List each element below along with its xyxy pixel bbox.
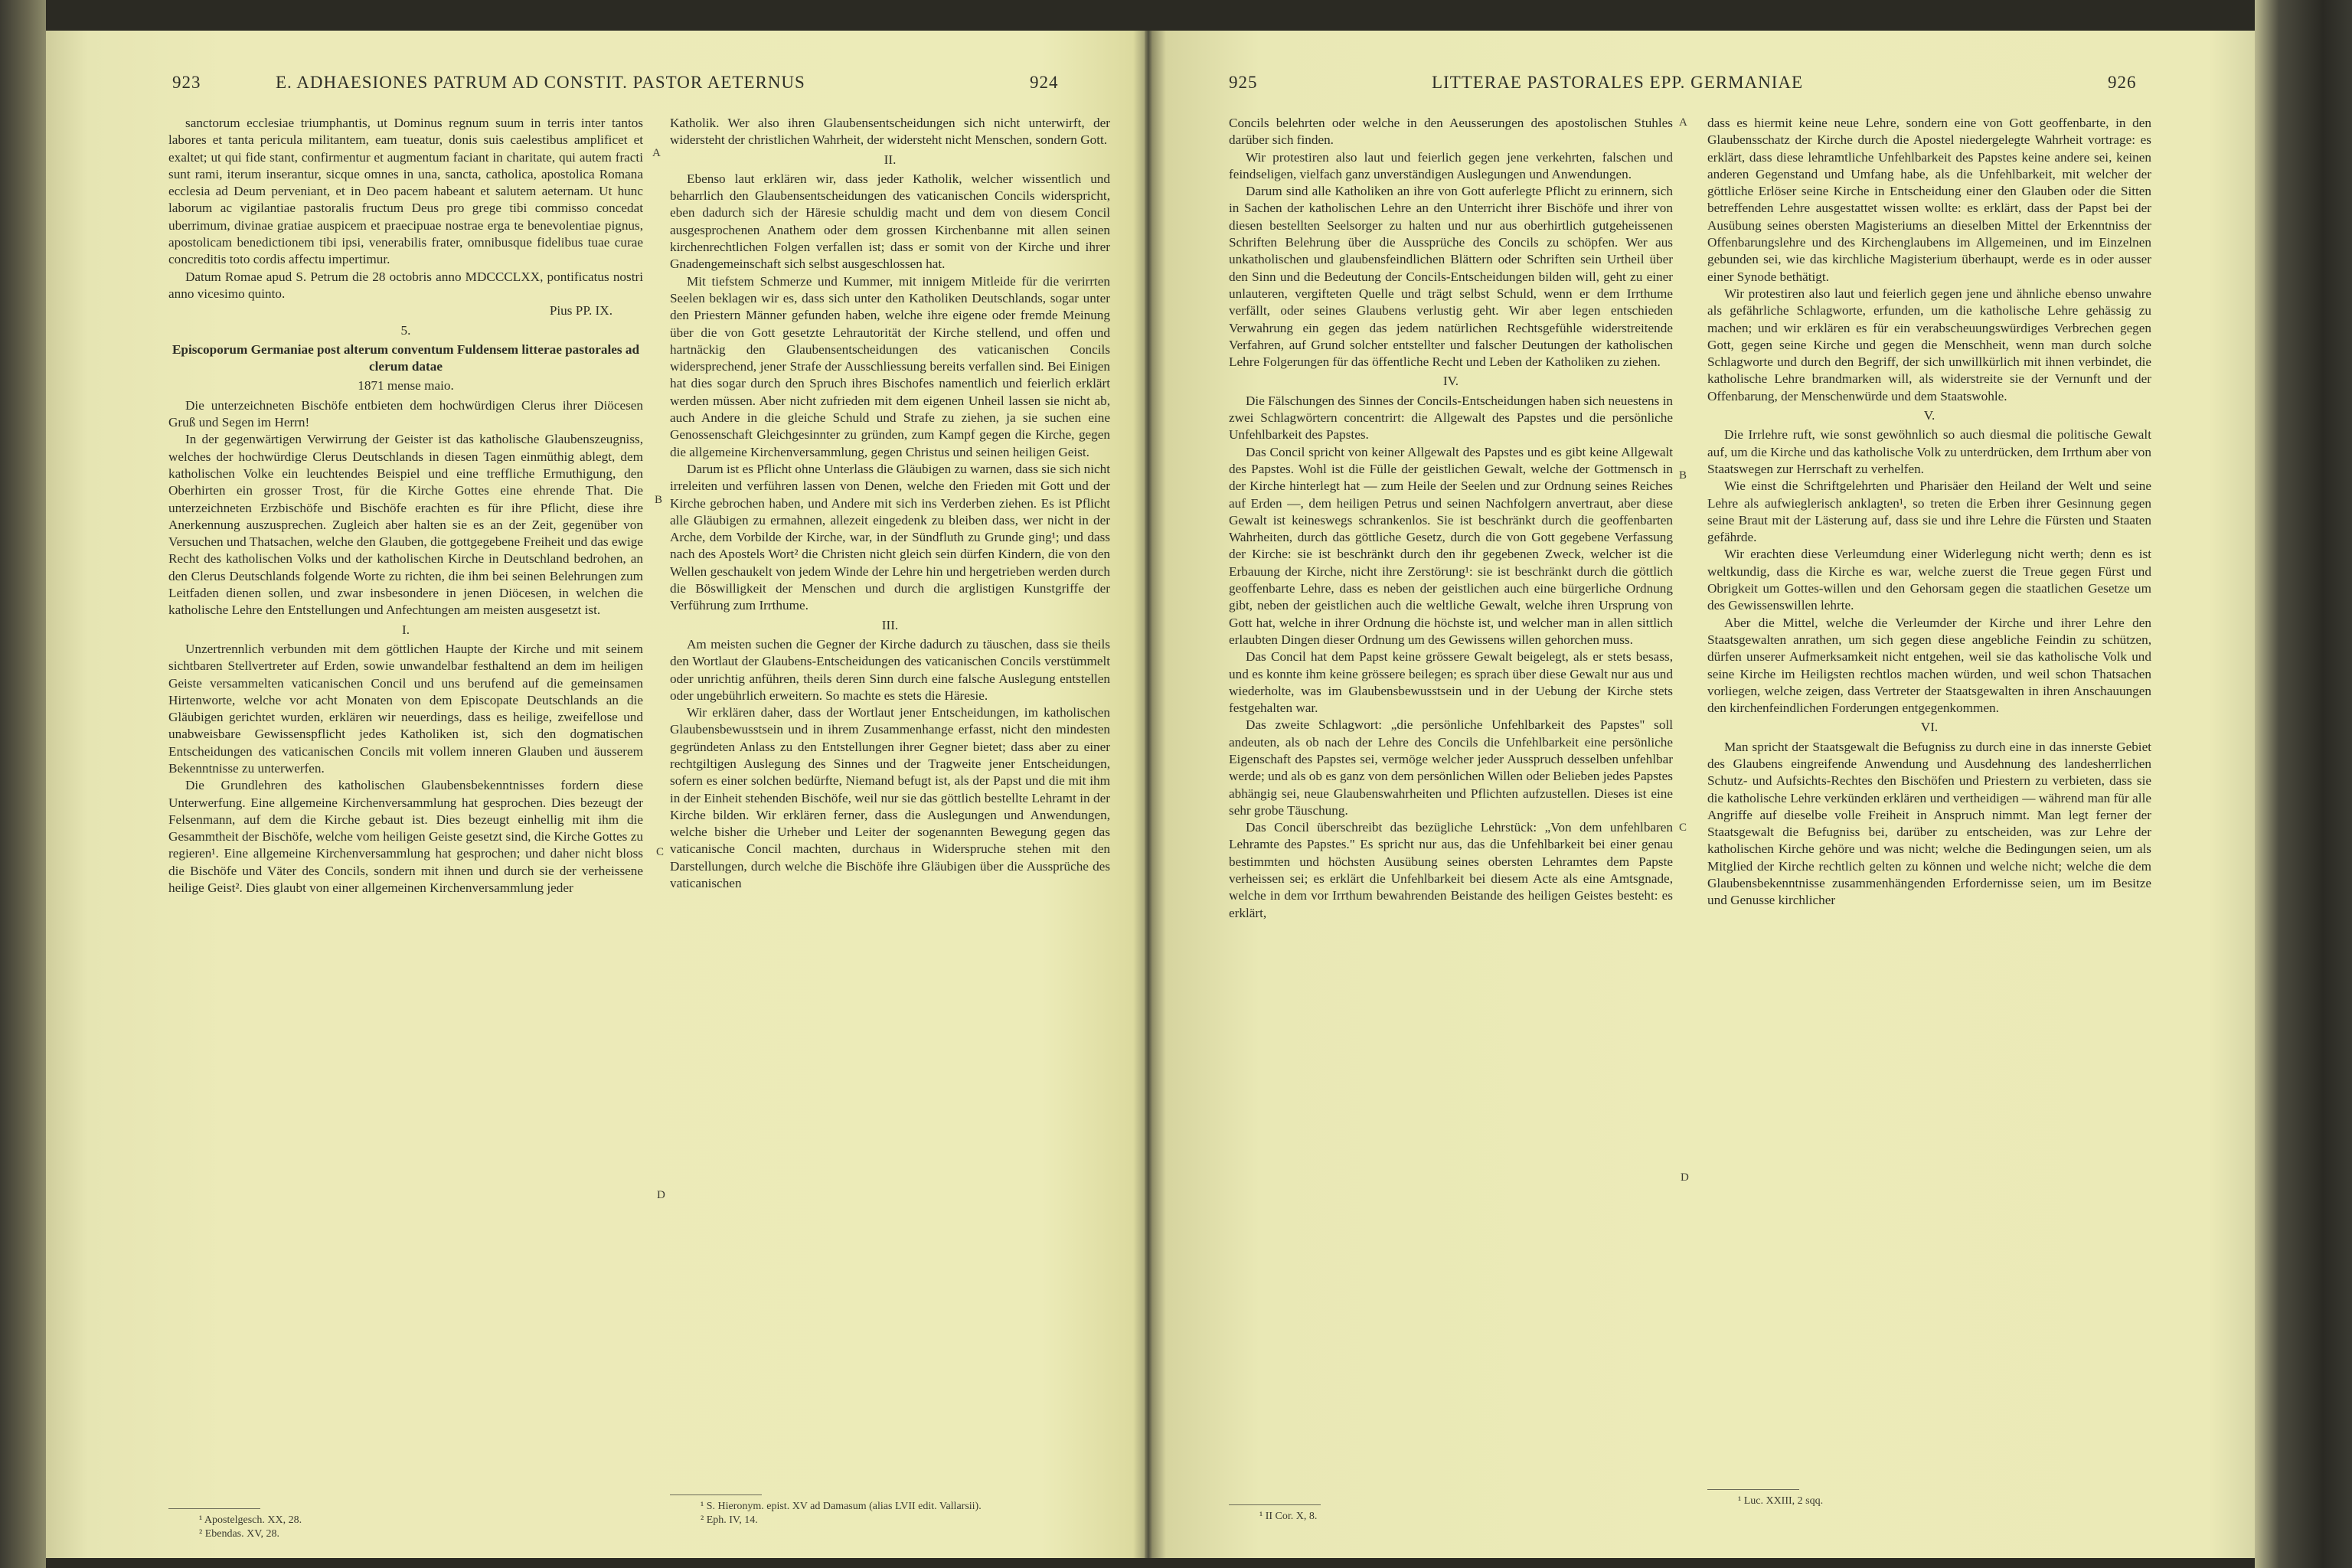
paragraph: Das Concil spricht von keiner Allgewalt des Papstes und es gibt keine Allgewalt des Papstes. Wohl ist die Fülle der geistlichen Gewalt, welche der Gottmensch in der Kirche hinterlegt hat — zum Heile der Seelen und zur Ordnung seines Reiches auf Erden —, dem heiligen Petrus und seinen Nachfolgern anvertraut, aber diese Gewalt ist keineswegs schrankenlos. Sie ist beschränkt durch die geoffenbarten Wahrheiten, durch das göttliche Gesetz, durch die von Gott gegebene Verfassung der Kirche: sie ist beschränkt durch den ihr gegebenen Zweck, welcher ist die Erbauung der Kirche, nicht ihre Zerstörung¹: sie ist beschränkt durch die göttlich geoffenbarte Lehre, dass es neben der geistlichen auch eine bürgerliche Ordnung gibt, neben der geistlichen auch die weltliche Gewalt, welche ihren Ursprung von Gott hat, welche in ihrer Ordnung die höchste ist, und welcher man in allen sittlich erlaubten Dingen dieser Ordnung um des Gewissens willen gehorchen muss. bbox=[1229, 444, 1673, 647]
running-title-left: E. ADHAESIONES PATRUM AD CONSTIT. PASTOR AETERNUS bbox=[276, 73, 805, 92]
paragraph: Die Grundlehren des katholischen Glaubensbekenntnisses fordern diese Unterwerfung. Eine allgemeine Kirchenversammlung hat gesprochen. Dies bezeugt der Felsenmann, auf dem die Kirche gebaut ist. Dies bezeugt einhellig mit ihm die Gesammtheit der Bischöfe, welche vom heiligen Geiste gesetzt sind, die Kirche Gottes zu regieren¹. Eine allgemeine Kirchenversammlung hat gesprochen; und daher nicht bloss die Bischöfe und Väter des Concils, sondern mit ihnen und durch sie der verheissene heilige Geist². Dies glaubt von einer allgemeinen Kirchenversammlung jeder bbox=[168, 778, 643, 896]
paragraph: Das zweite Schlagwort: „die persönliche Unfehlbarkeit des Papstes" soll andeuten, als ob nach der Lehre des Concils die Unfehlbarkeit eine persönliche Eigenschaft des Papstes sei, vermöge welcher jeder Ausspruch desselben unfehlbar werde; und als ob es ganz von dem persönlichen Willen oder Belieben jedes Papstes abhängig sei, neue Glaubenswahrheiten und Pflichten aufzustellen. Dieses ist eine sehr grobe Täuschung. bbox=[1229, 717, 1673, 818]
margin-marker-b: B bbox=[655, 494, 663, 506]
paragraph: Katholik. Wer also ihren Glaubensentscheidungen sich nicht unterwirft, der widersteht der christlichen Wahrheit, der widersteht nicht Menschen, sondern Gott. bbox=[670, 116, 1110, 148]
paragraph: Die Fälschungen des Sinnes der Concils-Entscheidungen haben sich neuestens in zwei Schlagwörtern concentrirt: die Allgewalt des Papstes und die persönliche Unfehlbarkeit des Papstes. bbox=[1229, 393, 1673, 443]
margin-marker-c: C bbox=[656, 846, 665, 858]
section-heading: 1871 mense maio. bbox=[358, 378, 454, 394]
paragraph: Ebenso laut erklären wir, dass jeder Katholik, welcher wissentlich und beharrlich den Glaubensentscheidungen des vaticanischen Concils widerspricht, eben dadurch sich der Häresie schuldig macht und dem von diesem Concil ausgesprochenen Anathem oder dem grossen Kirchenbanne mit allen seinen kirchenrechtlichen Folgen verfallen ist; dass er somit von der Kirche und ihrer Gnadengemeinschaft sich selbst ausgeschlossen hat. bbox=[670, 171, 1110, 272]
left-page-column-2 bbox=[670, 115, 1110, 892]
margin-marker-b: B bbox=[1679, 469, 1687, 482]
footnote-rule bbox=[1229, 1504, 1321, 1505]
paragraph: In der gegenwärtigen Verwirrung der Geister ist das katholische Glaubenszeugniss, welches der hochwürdige Clerus Deutschlands in diesen Tagen einmüthig ablegt, dem katholischen Volke ein leuchtendes Beispiel und eine treffliche Ermuthigung, den Oberhirten ein grosser Trost, für die Kirche Gottes eine ehrende That. Die unterzeichneten Erzbischöfe und Bischöfe erachten es für ihre Pflicht, diese ihre Anerkennung auszusprechen. Zugleich aber halten sie es an der Zeit, gegenüber von Versuchen und Thatsachen, welche den Glauben, die gottgegebene Freiheit und das ewige Recht des katholischen Volks und der katholischen Kirche in Deutschland bedrohen, an den Clerus Deutschlands folgende Worte zu richten, die ihm bei seinen Belehrungen zum Leitfaden dienen sollen, und zwar insbesondere in jenen Diöcesen, in welchen die katholische Lehre den Entstellungen und Anfechtungen am meisten ausgesetzt ist. bbox=[168, 432, 643, 618]
footnote: ¹ Luc. XXIII, 2 sqq. bbox=[1738, 1495, 1824, 1507]
paragraph: Darum ist es Pflicht ohne Unterlass die Gläubigen zu warnen, dass sie sich nicht irreleiten und verführen lassen von Denen, welche den Frieden mit Gott und der Kirche gebrochen haben, und Andere mit sich ins Verderben ziehen. Es ist Pflicht alle Gläubigen zu ermahnen, allezeit eingedenk zu bleiben dass, wer nicht in der Arche, dem Vorbilde der Kirche, war, in der Sündfluth zu Grunde ging¹; und dass nach des Apostels Wort² die Christen nicht gleich sein dürfen Kindern, die von den Wellen geschaukelt von jedem Winde der Lehre hin und hergetrieben werden durch die Böswilligkeit der Menschen und durch die arglistigen Kunstgriffe der Verführung zum Irrthume. bbox=[670, 461, 1110, 613]
right-page-column-2 bbox=[1707, 115, 2151, 910]
footnote-rule bbox=[1707, 1489, 1799, 1490]
paragraph: Man spricht der Staatsgewalt die Befugniss zu durch eine in das innerste Gebiet des Glaubens eingreifende Anwendung und Ausdehnung des landesherrlichen Schutz- und Aufsichts-Rechtes den Bischöfen und Priestern zu verbieten, dass sie die katholische Lehre verkünden erklären und vertheidigen — während man für alle Angriffe auf dieselbe volle Freiheit in Anspruch nimmt. Man legt ferner der Staatsgewalt die Befugniss bei, darüber zu entscheiden, was zur Lehre der katholischen Kirche gehöre und was nicht; welche die Bedingungen seien, um als Mitglied der Kirche rechtlich gelten zu können und welche nicht; welche die dem Glaubensbekenntnisse zusammenhängenden Erfordernisse seien, um im Besitze und Genusse kirchlicher bbox=[1707, 739, 2151, 908]
section-heading: 5. bbox=[400, 322, 411, 338]
book-left-edge bbox=[0, 0, 46, 1568]
paragraph: dass es hiermit keine neue Lehre, sondern eine von Gott geoffenbarte, in den Glaubensschatz der Kirche durch die Apostel niedergelegte Wahrheit vortrage: es erklärt, dass diese lehramtliche Unfehlbarkeit des Papstes keine andere sei, keinen anderen Gegenstand und Umfang habe, als die Unfehlbarkeit, mit welcher der göttliche Erlöser seine Kirche in Entscheidung einer den Glauben oder die Sitten betreffenden Lehre ausgestattet wissen wollte: es erklärt, dass der Papst bei der Ausübung seines obersten Magisteriums an dieselben Mittel der Erkenntniss der Offenbarungslehre und des Kirchenglaubens im Allgemeinen, und im Einzelnen gebunden sei, wie das kirchliche Magisterium überhaupt, werde es in oder ausser einer Synode bethätigt. bbox=[1707, 116, 2151, 284]
left-page bbox=[46, 31, 1145, 1558]
section-heading: III. bbox=[881, 617, 899, 632]
margin-marker-d: D bbox=[1681, 1171, 1689, 1184]
paragraph: Wie einst die Schriftgelehrten und Pharisäer den Heiland der Welt und seine Lehre als aufwieglerisch anklagten¹, so treten die Erben ihrer Gesinnung gegen seine Braut mit der Lästerung auf, dass sie und ihre Lehre die Fürsten und Staaten gefährde. bbox=[1707, 479, 2151, 545]
paragraph: Wir protestiren also laut und feierlich gegen jene verkehrten, falschen und feindseligen, vielfach ganz unverständigen Auslegungen und Anwendungen. bbox=[1229, 149, 1673, 181]
paragraph: Wir erachten diese Verleumdung einer Widerlegung nicht werth; denn es ist weltkundig, dass die Kirche es war, welche zuerst die Treue gegen Fürst und Obrigkeit um Gottes-willen und den Gehorsam gegen die staatlichen Gesetze um des Gewissenswillen lehrte. bbox=[1707, 547, 2151, 613]
footnote: ¹ S. Hieronym. epist. XV ad Damasum (alias LVII edit. Vallarsii). bbox=[701, 1501, 982, 1512]
paragraph: Unzertrennlich verbunden mit dem göttlichen Haupte der Kirche und mit seinem sichtbaren Stellvertreter auf Erden, sowie unwandelbar festhaltend an dem im heiligen Geiste versammelten vaticanischen Concil und uns berufend auf die gemeinsamen Hirtenworte, welche vor acht Monaten von dem Episcopate Deutschlands an die Gläubigen gerichtet wurden, erklären wir neuerdings, dass es heilige, zweifellose und unabweisbare Gewissenspflicht jedes Katholiken ist, sich den dogmatischen Entscheidungen des vaticanischen Concils mit vollem inneren Glauben und äusserem Bekenntnisse zu unterwerfen. bbox=[168, 641, 643, 776]
left-page-column-1 bbox=[168, 115, 643, 897]
right-page bbox=[1152, 31, 2255, 1558]
margin-marker-d: D bbox=[657, 1189, 665, 1201]
left-page-footnotes-col2 bbox=[670, 1494, 1110, 1527]
section-heading: IV. bbox=[1442, 374, 1459, 389]
paragraph: Wir erklären daher, dass der Wortlaut jener Entscheidungen, im katholischen Glaubensbewusstsein und in ihrem Zusammenhange erfasst, nicht den mindesten gegründeten Anlass zu den Entstellungen ihrer Gegner bietet; dass aber zu einer rechtgiltigen Auslegung des Sinnes und der Tragweite jener Entscheidungen, sofern es einer solchen bedürfte, Niemand befugt ist, als der Papst und die mit ihm in der Einheit stehenden Bischöfe, weil nur sie das göttlich bestellte Lehramt in der Kirche bilden. Wir erklären ferner, dass die Auslegungen und Anwendungen, welche bisher die Urheber und Leiter der sogenannten Bewegung gegen das vaticanische Concil machten, durchaus in Widerspruche stehen mit den Darstellungen, durch welche die Bischöfe ihre Gläubigen über die Aussprüche des vaticanischen bbox=[670, 705, 1110, 891]
section-heading: Episcoporum Germaniae post alterum conventum Fuldensem litterae pastorales ad clerum datae bbox=[172, 341, 640, 374]
book-gutter bbox=[1145, 31, 1152, 1558]
page-number-925: 925 bbox=[1229, 73, 1258, 92]
footnote: ² Ebendas. XV, 28. bbox=[199, 1528, 280, 1540]
page-number-924: 924 bbox=[1030, 73, 1059, 92]
paragraph: Wir protestiren also laut und feierlich gegen jene und ähnliche ebenso unwahre als gefährliche Schlagworte, erfunden, um die katholische Lehre gehässig zu machen; und wir erklären es für ein verabscheuungswürdiges Verbrechen gegen Gott, gegen seine Kirche und gegen die Menschheit, wenn man durch solche Schlagworte und durch den Begriff, der sich unwillkürlich mit ihnen verbindet, die katholische Lehre brandmarken will, als widerstreite sie der Vernunft und der Offenbarung, der Menschenwürde und dem Staatswohle. bbox=[1707, 286, 2151, 403]
paragraph: Concils belehrten oder welche in den Aeusserungen des apostolischen Stuhles darüber sich finden. bbox=[1229, 116, 1673, 148]
section-heading: I. bbox=[401, 622, 410, 637]
footnote-rule bbox=[168, 1508, 260, 1509]
footnote: ² Eph. IV, 14. bbox=[701, 1514, 758, 1526]
right-page-header bbox=[1152, 73, 2255, 99]
margin-marker-a: A bbox=[652, 147, 661, 159]
right-page-footnotes-col1 bbox=[1229, 1504, 1658, 1524]
margin-marker-a: A bbox=[1679, 116, 1687, 129]
paragraph: Das Concil hat dem Papst keine grössere Gewalt beigelegt, als er stets besass, und es konnte ihm keine grössere beilegen; es sprach über diese Gewalt nur aus und wiederholte, was im Glaubensbewusstsein und in der Uebung der Kirche stets festgehalten war. bbox=[1229, 649, 1673, 716]
paragraph: Die unterzeichneten Bischöfe entbieten dem hochwürdigen Clerus ihrer Diöcesen Gruß und Segen im Herrn! bbox=[168, 397, 643, 430]
running-title-right: LITTERAE PASTORALES EPP. GERMANIAE bbox=[1432, 73, 1804, 92]
paragraph: Aber die Mittel, welche die Verleumder der Kirche und ihrer Lehre den Staatsgewalten anrathen, um sich gegen diese angebliche Feindin zu schützen, dürfen unserer Aufmerksamkeit nicht entgehen, weil sie das katholische Volk und seine Kirche im Heiligsten rechtlos machen würden, und weil schon Thatsachen vorliegen, welche zeigen, dass Vertreter der Staatsgewalten in ihren Anschauungen den kirchenfeindlichen Forderungen entgegenkommen. bbox=[1707, 615, 2151, 716]
footnote: ¹ II Cor. X, 8. bbox=[1259, 1511, 1318, 1522]
section-heading: II. bbox=[884, 152, 897, 167]
paragraph: sanctorum ecclesiae triumphantis, ut Dominus regnum suum in terris inter tantos labores et tanta pericula militantem, eam tueatur, donis suis caelestibus amplificet et exaltet; ut qui fide stant, confirmentur et augmentum faciant in charitate, qui autem fracti sunt rami, iterum inserantur, sicque omnes in una, sancta, catholica, apostolica Romana ecclesia ad Deum perveniant, et in Deo pacem habeant et salutem aeternam. Ut hunc laborum ac vigilantiae pastoralis fructum Deus pro grege tibi commisso concedat uberrimum, divinae gratiae auspicem et praecipuae nostrae erga te benevolentiae pignus, apostolicam benedictionem tibi ipsi, venerabilis frater, omnibusque fidelibus tuae curae concreditis toto cordis affectu impertimur. bbox=[168, 116, 643, 267]
footnote-rule bbox=[670, 1494, 762, 1495]
paragraph: Mit tiefstem Schmerze und Kummer, mit innigem Mitleide für die verirrten Seelen beklagen wir es, dass sich unter den Katholiken Deutschlands, sogar unter den Priestern Männer gefunden haben, welche ihre eigene oder fremde Meinung über die von Gott gesetzte Lehrautorität der Kirche stellend, und offen und hartnäckig den Glaubensentscheidungen des vaticanischen Concils widersprechend, jener Strafe der Ausschliessung bereits verfallen sind. Bei Einigen hat dies sogar durch den Spruch ihres Bischofes namentlich und feierlich erklärt werden müssen. Aber nicht zufrieden mit dem eigenen Unheil lassen sie nicht ab, auch Andere in die gleiche Schuld und Strafe zu ziehen, ja sie suchen eine Genossenschaft Gleichgesinnter zu gründen, zum Kampf gegen die Kirche, gegen die allgemeine Kirchenversammlung, gegen Christus und seinen heiligen Geist. bbox=[670, 273, 1110, 459]
right-page-footnotes-col2 bbox=[1707, 1489, 2136, 1508]
paragraph: Am meisten suchen die Gegner der Kirche dadurch zu täuschen, dass sie theils den Wortlaut der Glaubens-Entscheidungen des vaticanischen Concils verstümmelt oder unrichtig anführen, theils deren Sinn durch eine falsche Auslegung entstellen oder ungebührlich erweitern. So machte es stets die Häresie. bbox=[670, 636, 1110, 703]
paragraph: Die Irrlehre ruft, wie sonst gewöhnlich so auch diesmal die politische Gewalt auf, um die Kirche und das katholische Volk zu unterdrücken, dem Irrthum aber von Staatswegen zur Herrschaft zu verhelfen. bbox=[1707, 427, 2151, 476]
section-heading: VI. bbox=[1920, 720, 1939, 735]
paragraph: Darum sind alle Katholiken an ihre von Gott auferlegte Pflicht zu erinnern, sich in Sachen der katholischen Lehre an den Unterricht ihrer Bischöfe und ihrer von diesen bestellten Seelsorger zu halten und nur aus oberhirtlich gutgeheissenen Schriften Belehrung über die Aussprüche des Concils zu schöpfen. Wer aus unkatholischen und glaubensfeindlichen Blättern oder Schriften sein Urtheil über den Sinn und die Bedeutung der Concils-Entscheidungen bilden will, geht zu einer unlauteren, vergifteten Quelle und trägt selbst Schuld, wenn er dem Irrthume verfällt, oder seines Glaubens verlustig geht. Wir aber legen entschieden Verwahrung ein gegen das jedem natürlichen Rechtsgefühle widerstreitende Verfahren, auf Grund solcher entstellter und falscher Deutungen der katholischen Lehre Folgerungen für das öffentliche Recht und Leben der Katholiken zu ziehen. bbox=[1229, 184, 1673, 370]
margin-marker-c: C bbox=[1679, 822, 1687, 834]
page-number-923: 923 bbox=[172, 73, 201, 92]
right-page-column-1 bbox=[1229, 115, 1673, 922]
left-page-footnotes-col1 bbox=[168, 1508, 628, 1541]
book-right-edge bbox=[2255, 0, 2352, 1568]
section-heading: V. bbox=[1923, 408, 1936, 423]
left-page-header bbox=[46, 73, 1145, 99]
paragraph: Datum Romae apud S. Petrum die 28 octobris anno MDCCCLXX, pontificatus nostri anno vicesimo quinto. bbox=[168, 269, 643, 301]
signature-line: Pius PP. IX. bbox=[549, 303, 612, 318]
paragraph: Das Concil überschreibt das bezügliche Lehrstück: „Von dem unfehlbaren Lehramte des Papstes." Es spricht nur aus, das die Unfehlbarkeit bei einer genau bestimmten und höchsten Ausübung seines obersten Lehramtes dem Papste verheissen sei; es erklärt die Unfehlbarkeit bei diesem Acte als eine Amtsgnade, welche in dem vor Irrthum bewahrenden Beistande des heiligen Geistes besteht: es erklärt, bbox=[1229, 820, 1673, 920]
footnote: ¹ Apostelgesch. XX, 28. bbox=[199, 1514, 302, 1526]
page-number-926: 926 bbox=[2108, 73, 2137, 92]
